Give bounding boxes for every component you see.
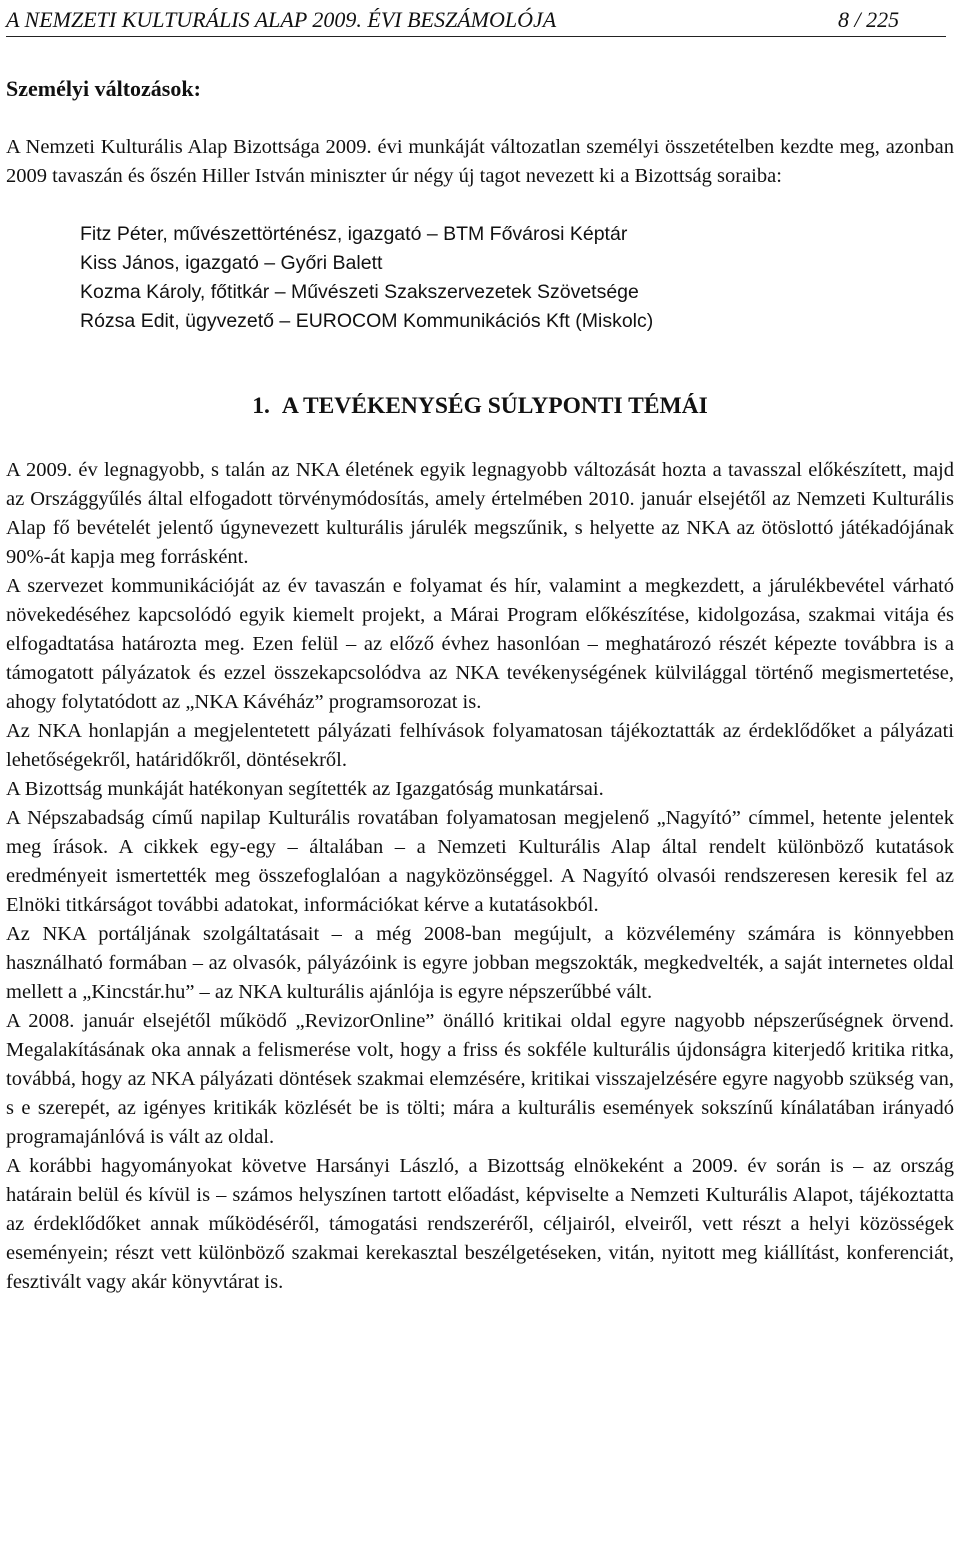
paragraph: A 2008. január elsejétől működő „RevizorOnline” önálló kritikai oldal egyre nagyobb népszerűségnek örvend. Megalakításának oka annak a felismerése volt, hogy a friss és sokféle kulturális újdonságra kiterjedő kritika ritka, továbbá, hogy az NKA pályázati döntések szakmai elemzésére, kritikai visszajelzésére egyre nagyobb szükség van, s e szerepét, az igényes kritikák közlését be is tölti; mára a kulturális események sokszínű kínálatában irányadó programajánlóvá is vált az oldal. <box>6 1010 954 1148</box>
member-item: Kozma Károly, főtitkár – Művészeti Szakszervezetek Szövetsége <box>80 281 639 303</box>
member-item: Fitz Péter, művészettörténész, igazgató – BTM Fővárosi Képtár <box>80 223 628 245</box>
paragraph: A Népszabadság című napilap Kulturális rovatában folyamatosan megjelenő „Nagyító” címmel, hetente jelentek meg írások. A cikkek egy-egy – általában – a Nemzeti Kulturális Alap által rendelt különböző kutatások eredményeit ismertették meg összefoglalóan a nagyközönséggel. A Nagyító olvasói rendszeresen keresik fel az Elnöki titkárságot további adatokat, információkat kérve a kutatásokból. <box>6 807 954 916</box>
page-number: 8 / 225 <box>838 7 900 32</box>
chapter-number: 1. <box>252 393 270 419</box>
paragraph: Az NKA portáljának szolgáltatásait – a még 2008-ban megújult, a közvélemény számára is könnyebben használható formában – az olvasók, pályázóink is egyre jobban megszokták, megkedvelték, a saját internetes oldal mellett a „Kincstár.hu” – az NKA kulturális ajánlója is egyre népszerűbbé vált. <box>6 923 954 1003</box>
chapter-title: A TEVÉKENYSÉG SÚLYPONTI TÉMÁI <box>281 393 708 419</box>
running-header <box>6 4 946 37</box>
intro-paragraph: A Nemzeti Kulturális Alap Bizottsága 2009. évi munkáját változatlan személyi összetételben kezdte meg, azonban 2009 tavaszán és őszén Hiller István miniszter úr négy új tagot nevezett ki a Bizottság soraiba: <box>6 136 954 187</box>
header-title: A NEMZETI KULTURÁLIS ALAP 2009. ÉVI BESZÁMOLÓJA <box>6 7 557 32</box>
section-label: Személyi változások: <box>6 76 201 101</box>
member-item: Kiss János, igazgató – Győri Balett <box>80 252 383 274</box>
member-item: Rózsa Edit, ügyvezető – EUROCOM Kommunikációs Kft (Miskolc) <box>80 310 654 332</box>
member-list <box>80 220 653 336</box>
chapter-heading <box>6 393 954 420</box>
paragraph: A Bizottság munkáját hatékonyan segítették az Igazgatóság munkatársai. <box>6 778 604 800</box>
paragraph: A korábbi hagyományokat követve Harsányi László, a Bizottság elnökeként a 2009. év során is – az ország határain belül és kívül is – számos helyszínen tartott előadást, képviselte a Nemzeti Kulturális Alapot, tájékoztatta az érdeklődőket annak működéséről, támogatási rendszeréről, céljairól, elveiről, vett részt a helyi közösségek eseményein; részt vett különböző szakmai kerekasztal beszélgetéseken, vitán, nyitott meg kiállítást, konferenciát, fesztivált vagy akár könyvtárat is. <box>6 1155 954 1293</box>
body-paragraphs <box>6 456 954 1297</box>
paragraph: A 2009. év legnagyobb, s talán az NKA életének egyik legnagyobb változását hozta a tavasszal előkészített, majd az Országgyűlés által elfogadott törvénymódosítás, amely értelmében 2010. január elsejétől az Nemzeti Kulturális Alap fő bevételét jelentő úgynevezett kulturális járulék megszűnik, s helyette az NKA az ötöslottó játékadójának 90%-át kapja meg forrásként. <box>6 459 954 568</box>
paragraph: A szervezet kommunikációját az év tavaszán e folyamat és hír, valamint a megkezdett, a járulékbevétel várható növekedéséhez kapcsolódó egyik kiemelt projekt, a Márai Program előkészítése, kidolgozása, szakmai vitája és elfogadtatása határozta meg. Ezen felül – az előző évhez hasonlóan – meghatározó részét képezte továbbra is a támogatott pályázatok és ezzel összekapcsolódva az NKA tevékenységének külvilággal történő megismertetése, ahogy folytatódott az „NKA Kávéház” programsorozat is. <box>6 575 954 713</box>
paragraph: Az NKA honlapján a megjelentetett pályázati felhívások folyamatosan tájékoztatták az érdeklődőket a pályázati lehetőségekről, határidőkről, döntésekről. <box>6 720 954 771</box>
